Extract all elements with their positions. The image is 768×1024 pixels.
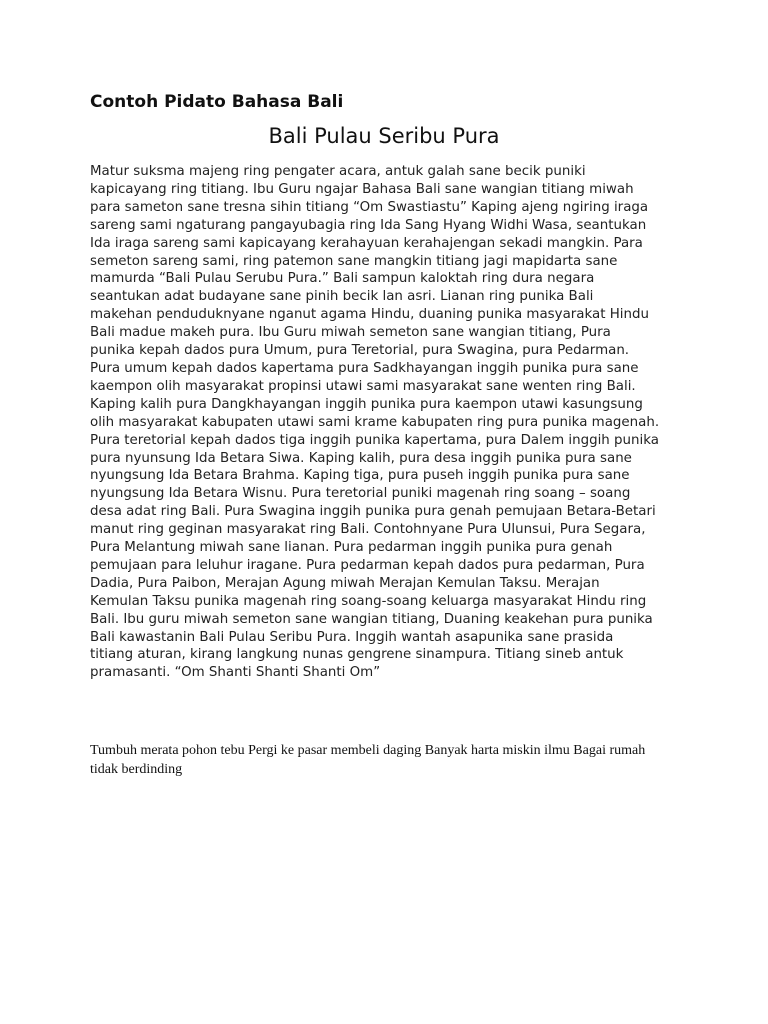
body-line: sareng sami ngaturang pangayubagia ring Ida Sang Hyang Widhi Wasa, seantukan — [90, 217, 647, 233]
body-line: Pura umum kepah dados kapertama pura Sadkhayangan inggih punika pura sane — [90, 360, 639, 376]
body-line: nyungsung Ida Betara Wisnu. Pura teretorial puniki magenah ring soang – soang — [90, 486, 631, 502]
body-line: pura nyunsung Ida Betara Siwa. Kaping kalih, pura desa inggih punika pura sane — [90, 450, 632, 466]
body-line: kaempon olih masyarakat propinsi utawi sami masyarakat sane wenten ring Bali. — [90, 378, 636, 394]
body-line: pramasanti. “Om Shanti Shanti Shanti Om” — [90, 665, 381, 681]
document-title: Bali Pulau Seribu Pura — [268, 124, 500, 148]
body-line: para sameton sane tresna sihin titiang “Om Swastiastu” Kaping ajeng ngiring iraga — [90, 199, 649, 215]
document-subtitle: Contoh Pidato Bahasa Bali — [90, 92, 344, 112]
body-line: Kemulan Taksu punika magenah ring soang-soang keluarga masyarakat Hindu ring — [90, 593, 647, 609]
body-line: manut ring geginan masyarakat ring Bali. Contohnyane Pura Ulunsui, Pura Segara, — [90, 522, 646, 538]
body-line: mamurda “Bali Pulau Serubu Pura.” Bali sampun kaloktah ring dura negara — [90, 271, 595, 287]
pantun-text: Tumbuh merata pohon tebu Pergi ke pasar membeli daging Banyak harta miskin ilmu Bagai rumah tidak berdinding — [90, 743, 646, 777]
body-line: Bali. Ibu guru miwah semeton sane wangian titiang, Duaning keakehan pura punika — [90, 611, 653, 627]
body-line: Dadia, Pura Paibon, Merajan Agung miwah Merajan Kemulan Taksu. Merajan — [90, 575, 600, 591]
body-line: Pura teretorial kepah dados tiga inggih punika kapertama, pura Dalem inggih punika — [90, 432, 659, 448]
body-line: punika kepah dados pura Umum, pura Teretorial, pura Swagina, pura Pedarman. — [90, 343, 630, 359]
body-line: pemujaan para leluhur iragane. Pura pedarman kepah dados pura pedarman, Pura — [90, 557, 645, 573]
body-line: Matur suksma majeng ring pengater acara, antuk galah sane becik puniki — [90, 164, 586, 179]
body-line: makehan penduduknyane nganut agama Hindu, duaning punika masyarakat Hindu — [90, 307, 649, 323]
body-line: titiang aturan, kirang langkung nunas gengrene sinampura. Titiang sineb antuk — [90, 647, 624, 663]
body-line: seantukan adat budayane sane pinih becik lan asri. Lianan ring punika Bali — [90, 289, 594, 305]
body-line: Pura Melantung miwah sane lianan. Pura pedarman inggih punika pura genah — [90, 540, 613, 556]
body-line: kapicayang ring titiang. Ibu Guru ngajar Bahasa Bali sane wangian titiang miwah — [90, 181, 634, 197]
body-line: nyungsung Ida Betara Brahma. Kaping tiga, pura puseh inggih punika pura sane — [90, 468, 630, 484]
body-line: olih masyarakat kabupaten utawi sami krame kabupaten ring pura punika magenah. — [90, 414, 660, 430]
body-line: Kaping kalih pura Dangkhayangan inggih punika pura kaempon utawi kasungsung — [90, 396, 643, 412]
body-line: Bali madue makeh pura. Ibu Guru miwah semeton sane wangian titiang, Pura — [90, 325, 611, 341]
body-line: Ida iraga sareng sami kapicayang kerahayuan kerahajengan sekadi mangkin. Para — [90, 235, 643, 251]
body-line: Bali kawastanin Bali Pulau Seribu Pura. Inggih wantah asapunika sane prasida — [90, 629, 614, 645]
speech-body — [90, 163, 682, 682]
body-line: semeton sareng sami, ring patemon sane mangkin titiang jagi mapidarta sane — [90, 253, 618, 269]
body-line: desa adat ring Bali. Pura Swagina inggih punika pura genah pemujaan Betara-Betari — [90, 504, 656, 520]
